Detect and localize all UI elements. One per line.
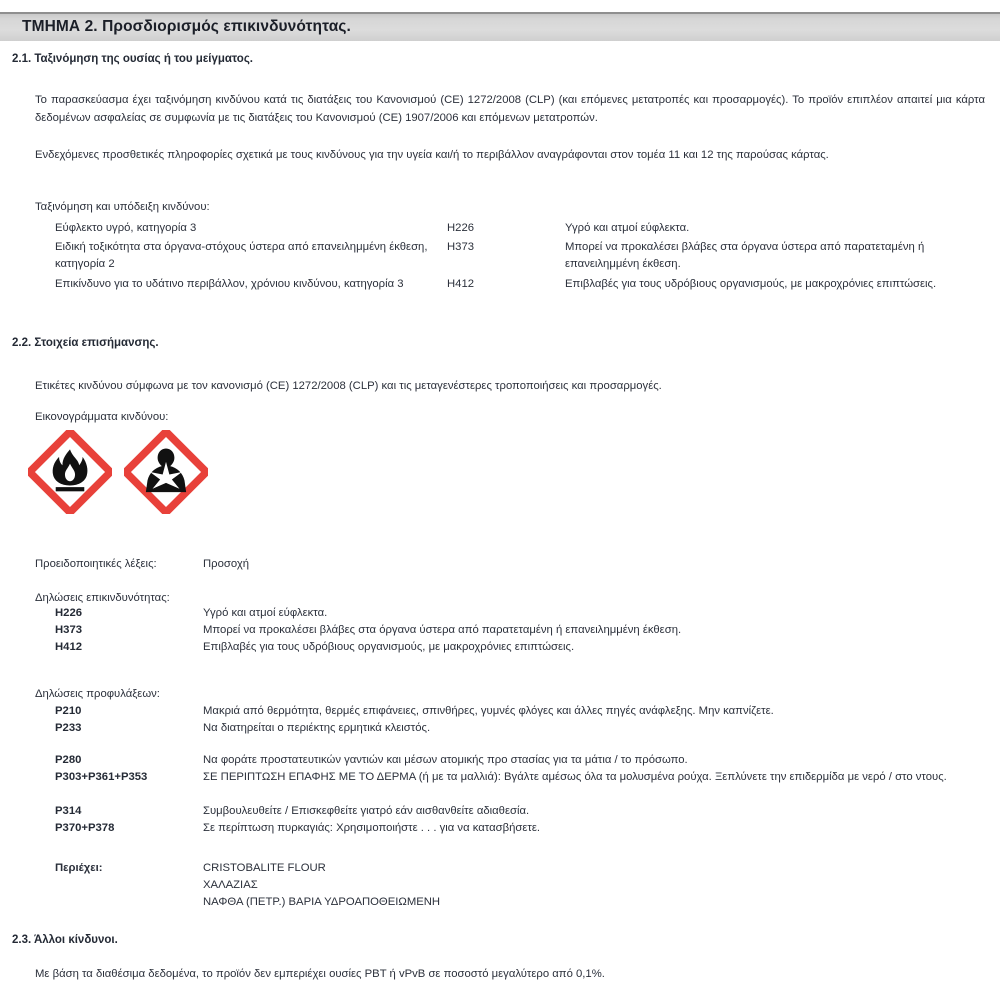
ghs02-flame-pictogram bbox=[28, 430, 112, 514]
classification-hazard-text: Μπορεί να προκαλέσει βλάβες στα όργανα ύστερα από παρατεταμένη ή επανειλημμένη έκθεση. bbox=[565, 241, 925, 270]
precautionary-statement-text: Συμβουλευθείτε / Επισκεφθείτε γιατρό εάν αισθανθείτε αδιαθεσία. bbox=[203, 805, 530, 817]
precautionary-statement-code: P233 bbox=[55, 722, 82, 734]
precautionary-statement-text: ΣΕ ΠΕΡΙΠΤΩΣΗ ΕΠΑΦΗΣ ΜΕ ΤΟ ΔΕΡΜΑ (ή με τα μαλλιά): Βγάλτε αμέσως όλα τα μολυσμένα ρούχα. Ξεπλύνετε την επιδερμίδα με νερό / στο ντους. bbox=[203, 771, 947, 783]
subsection-heading-2-2: 2.2. Στοιχεία επισήμανσης. bbox=[12, 337, 159, 349]
signal-word-value: Προσοχή bbox=[203, 558, 250, 570]
classification-label: Ταξινόμηση και υπόδειξη κινδύνου: bbox=[35, 201, 210, 213]
precautionary-statement-code: P280 bbox=[55, 754, 82, 766]
precautionary-statement-code: P370+P378 bbox=[55, 822, 115, 834]
section-title-bar bbox=[0, 12, 1000, 41]
precautionary-statement-code: P210 bbox=[55, 705, 82, 717]
classification-hazard-code: H373 bbox=[447, 241, 475, 253]
subsection-heading-2-3: 2.3. Άλλοι κίνδυνοι. bbox=[12, 934, 118, 946]
classification-description: Επικίνδυνο για το υδάτινο περιβάλλον, χρόνιου κινδύνου, κατηγορία 3 bbox=[55, 278, 404, 290]
subsection-2-1-paragraph-1: Το παρασκεύασμα έχει ταξινόμηση κινδύνου κατά τις διατάξεις του Κανονισμού (CE) 1272/2008 (CLP) (και επόμενες μετατροπές και προσαρμογές). Το προϊόν επιπλέον απαιτεί μια κάρτα δεδομένων ασφαλείας σε συμφωνία με τις διατάξεις του Κανονισμού (CE) 1907/2006 και επόμενων μετατροπών. bbox=[35, 94, 985, 124]
subsection-2-2-paragraph-1: Ετικέτες κινδύνου σύμφωνα με τον κανονισμό (CE) 1272/2008 (CLP) και τις μεταγενέστερες τροποποιήσεις και προσαρμογές. bbox=[35, 380, 662, 392]
hazard-statement-code: H373 bbox=[55, 624, 83, 636]
hazard-statement-code: H226 bbox=[55, 607, 83, 619]
precautionary-statements-label: Δηλώσεις προφυλάξεων: bbox=[35, 688, 160, 700]
hazard-pictograms bbox=[28, 430, 208, 514]
contains-item: ΝΑΦΘΑ (ΠΕΤΡ.) ΒΑΡΙΑ ΥΔΡΟΑΠΟΘΕΙΩΜΕΝΗ bbox=[203, 896, 441, 908]
precautionary-statement-code: P314 bbox=[55, 805, 82, 817]
classification-description: Εύφλεκτο υγρό, κατηγορία 3 bbox=[55, 222, 197, 234]
hazard-statement-text: Υγρό και ατμοί εύφλεκτα. bbox=[203, 607, 328, 619]
precautionary-statement-code: P303+P361+P353 bbox=[55, 771, 148, 783]
precautionary-statement-text: Να φοράτε προστατευτικών γαντιών και μέσων ατομικής προ στασίας για τα μάτια / το πρόσωπο. bbox=[203, 754, 688, 766]
ghs08-health-hazard-pictogram bbox=[124, 430, 208, 514]
subsection-heading-2-1: 2.1. Ταξινόμηση της ουσίας ή του μείγματος. bbox=[12, 53, 254, 65]
contains-label: Περιέχει: bbox=[55, 862, 103, 874]
subsection-2-3-paragraph-1: Με βάση τα διαθέσιμα δεδομένα, το προϊόν δεν εμπεριέχει ουσίες PBT ή vPvB σε ποσοστό μεγαλύτερο από 0,1%. bbox=[35, 968, 605, 980]
precautionary-statement-text: Μακριά από θερμότητα, θερμές επιφάνειες, σπινθήρες, γυμνές φλόγες και άλλες πηγές ανάφλεξης. Μην καπνίζετε. bbox=[203, 705, 774, 717]
classification-description: Ειδική τοξικότητα στα όργανα-στόχους ύστερα από επανειλημμένη έκθεση, κατηγορία 2 bbox=[55, 241, 428, 270]
hazard-statements-label: Δηλώσεις επικινδυνότητας: bbox=[35, 592, 170, 604]
contains-item: CRISTOBALITE FLOUR bbox=[203, 862, 326, 874]
section-title: ΤΜΗΜΑ 2. Προσδιορισμός επικινδυνότητας. bbox=[22, 18, 351, 35]
hazard-statement-text: Επιβλαβές για τους υδρόβιους οργανισμούς, με μακροχρόνιες επιπτώσεις. bbox=[203, 641, 575, 653]
precautionary-statement-text: Να διατηρείται ο περιέκτης ερμητικά κλειστός. bbox=[203, 722, 431, 734]
contains-item: ΧΑΛΑΖΙΑΣ bbox=[203, 879, 258, 891]
classification-hazard-code: H226 bbox=[447, 222, 475, 234]
classification-hazard-code: H412 bbox=[447, 278, 475, 290]
pictograms-label: Εικονογράμματα κινδύνου: bbox=[35, 411, 169, 423]
classification-hazard-text: Επιβλαβές για τους υδρόβιους οργανισμούς, με μακροχρόνιες επιπτώσεις. bbox=[565, 278, 937, 290]
hazard-statement-text: Μπορεί να προκαλέσει βλάβες στα όργανα ύστερα από παρατεταμένη ή επανειλημμένη έκθεση. bbox=[203, 624, 682, 636]
hazard-statement-code: H412 bbox=[55, 641, 83, 653]
classification-hazard-text: Υγρό και ατμοί εύφλεκτα. bbox=[565, 222, 690, 234]
signal-word-label: Προειδοποιητικές λέξεις: bbox=[35, 558, 157, 570]
precautionary-statement-text: Σε περίπτωση πυρκαγιάς: Χρησιμοποιήστε . . . για να κατασβήσετε. bbox=[203, 822, 541, 834]
subsection-2-1-paragraph-2: Ενδεχόμενες προσθετικές πληροφορίες σχετικά με τους κινδύνους για την υγεία και/ή το περιβάλλον αναγράφονται στον τομέα 11 και 12 της παρούσας κάρτας. bbox=[35, 149, 829, 161]
